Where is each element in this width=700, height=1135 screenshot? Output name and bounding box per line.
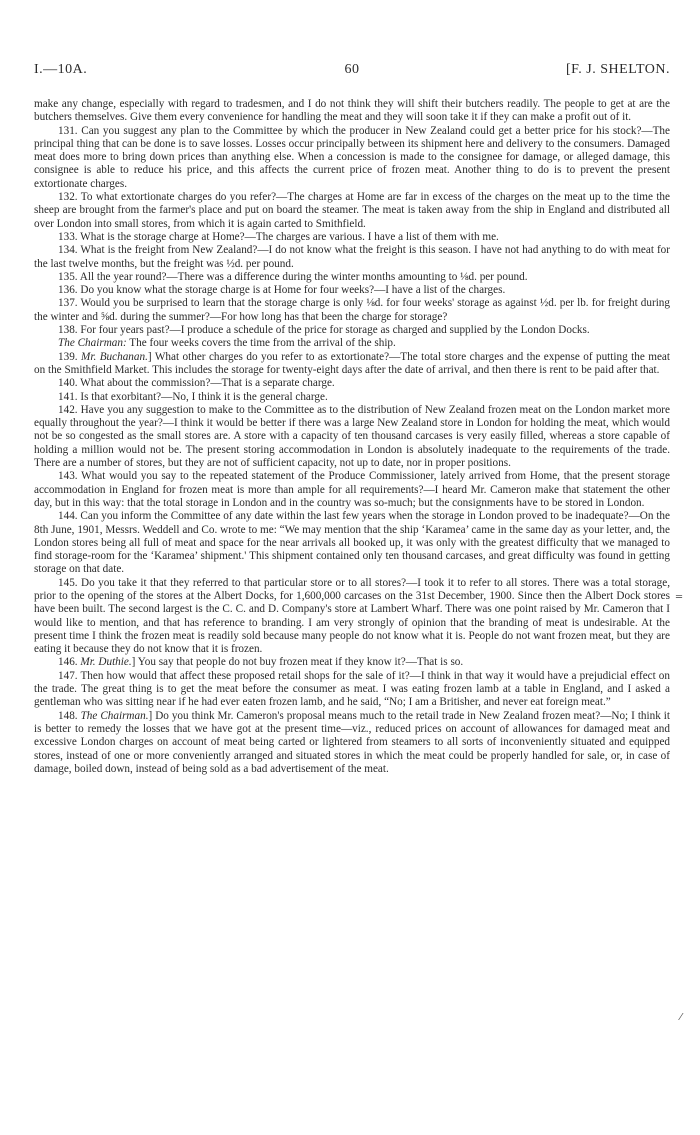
paragraph-text: ] What other charges do you refer to as extortionate?—The total store charges and the expense of putting the meat on the Smithfield Market. This includes the storage for twenty-eight days after the date of arrival, and then there is rent to be paid after that. (34, 350, 671, 376)
question-number: 139. (58, 350, 82, 363)
paragraph-131: 131. Can you suggest any plan to the Committee by which the producer in New Zealand could get a better price for his stock?—The principal thing that can be done is to save losses. Losses occur principally between its shipment here and delivery to the consumers. Damaged meat does more to bring down prices than anything else. When a concession is made to the consignee for damage, or alleged damage, this consignee is able to reduce his price, and this affects the current price of frozen meat. Another thing to do is to prevent the present extortionate charges. (34, 124, 670, 190)
paragraph-142: 142. Have you any suggestion to make to the Committee as to the distribution of New Zealand frozen meat on the London market more equally throughout the year?—I think it would be better if there was a large New Zealand store in London for holding the meat, which would not be so congested as the small stores are. A store with a capacity of ten thousand carcases is very easily filled, whereas a store capable of holding a million would not be. The present storing accommodation in London is absolutely inadequate to the requirements of the trade. There are a number of stores, but they are not of sufficient capacity, not up to date, nor in proper positions. (34, 403, 670, 470)
paragraph-chairman-remark (34, 337, 670, 350)
paragraph-text: The four weeks covers the time from the arrival of the ship. (126, 337, 396, 350)
paragraph-text: ] Do you think Mr. Cameron's proposal means much to the retail trade in New Zealand frozen meat?—No; I think it is better to remedy the losses that we have got at the present time—viz., reduced prices on account of allowances for damaged meat and excessive London charges on account of meat being carted or lightered from steamers to all sorts of inconveniently situated and equipped stores, instead of one or more conveniently arranged and situated stores in which the meat could be properly handled for sale, or, in case of damage, boiled down, instead of being sold as a bad advertisement of the meat. (34, 709, 671, 775)
paragraph-text: ] You say that people do not buy frozen meat if they know it?—That is so. (131, 656, 464, 669)
question-number: 148. (58, 709, 81, 722)
speaker-name: Mr. Duthie. (80, 656, 132, 669)
paragraph-132: 132. To what extortionate charges do you refer?—The charges at Home are far in excess of the charges on the meat up to the time the sheep are brought from the farmer's place and put on board the steamer. The meat is taken away from the ship in England and distributed all over London into small stores, from which it is again carted to Smithfield. (34, 191, 670, 230)
evidence-body (34, 98, 670, 776)
margin-scan-mark: ═ (676, 592, 683, 603)
paragraph-137: 137. Would you be surprised to learn that the storage charge is only ⅛d. for four weeks' storage as against ½d. per lb. for freight during the winter and ⅝d. during the summer?—For how long has that been the charge for storage? (34, 297, 670, 323)
paragraph-135: 135. All the year round?—There was a difference during the winter months amounting to ⅛d. per pound. (58, 270, 528, 283)
page-header (34, 62, 670, 86)
paragraph-147: 147. Then how would that affect these proposed retail shops for the sale of it?—I think in that way it would have a prejudicial effect on the trade. The great thing is to get the meat before the consumer as meat. I was eating frozen lamb at a table in England, and I asked a gentleman who was sitting near if he had ever eaten frozen lamb, and he said, “No; I am a Britisher, and never eat foreign meat.” (34, 669, 670, 709)
speaker-name: The Chairman. (80, 709, 149, 722)
paragraph-145: 145. Do you take it that they referred to that particular store or to all stores?—I took it to refer to all stores. There was a total storage, prior to the opening of the stores at the Albert Docks, for 1,600,000 carcases on the 31st December, 1900. Since then the Albert Dock stores have been built. The second largest is the C. C. and D. Company's store at Lambert Wharf. There was one point raised by Mr. Cameron that I would like to mention, and that has reference to branding. I am very strongly of opinion that the branding of meat is undesirable. At the present time I think the frozen meat is readily sold because many people do not know what it is. People do not want frozen meat, but they are eating it because they do not know that it is frozen. (34, 576, 670, 656)
speaker-name: The Chairman: (58, 337, 127, 350)
paragraph-141: 141. Is that exorbitant?—No, I think it is the general charge. (58, 390, 328, 403)
speaker-name: Mr. Buchanan. (81, 350, 148, 363)
paragraph-144: 144. Can you inform the Committee of any date within the last few years when the storage in London proved to be inadequate?—On the 8th June, 1901, Messrs. Weddell and Co. wrote to me: “We may mention that the ship ‘Karamea’ came in the same day as your letter, and, the London stores being all full of meat and space for the near arrivals all booked up, it was only with the greatest difficulty that we managed to find storage-room for the ‘Karamea’ shipment.' This shipment contained only ten thousand carcases, and great difficulty was found in getting storage on that date. (34, 510, 670, 576)
paragraph-143: 143. What would you say to the repeated statement of the Produce Commissioner, lately arrived from Home, that the present storage accommodation in England for frozen meat is more than ample for all requirements?—I heard Mr. Cameron make that statement the other day, but in this way: that the total storage in London and in the country was so-much; but the consignments have to be stored in London. (34, 470, 670, 509)
paragraph-133: 133. What is the storage charge at Home?—The charges are various. I have a list of them with me. (58, 230, 499, 243)
header-witness-name: [F. J. SHELTON. (565, 62, 670, 77)
header-page-number: 60 (344, 62, 360, 77)
margin-scan-mark: ⁄ (680, 1012, 682, 1023)
paragraph-140: 140. What about the commission?—That is a separate charge. (58, 377, 335, 390)
paragraph-139 (34, 351, 670, 378)
paragraph-148 (34, 710, 670, 776)
header-paper-reference: I.—10A. (34, 62, 88, 77)
paragraph-continuation: make any change, especially with regard to tradesmen, and I do not think they will shift their butchers readily. The people to get at are the butchers themselves. Give them every convenience for handling the meat and they will soon take it if they can make a profit out of it. (34, 98, 670, 124)
question-number: 146. (58, 656, 81, 669)
paragraph-136: 136. Do you know what the storage charge is at Home for four weeks?—I have a list of the charges. (58, 284, 506, 297)
paragraph-138: 138. For four years past?—I produce a schedule of the price for storage as charged and supplied by the London Docks. (58, 324, 590, 337)
paragraph-134: 134. What is the freight from New Zealand?—I do not know what the freight is this season. I have not had anything to do with meat for the last twelve months, but the freight was ½d. per pound. (34, 244, 670, 270)
document-page (34, 62, 670, 776)
paragraph-146 (34, 656, 670, 669)
